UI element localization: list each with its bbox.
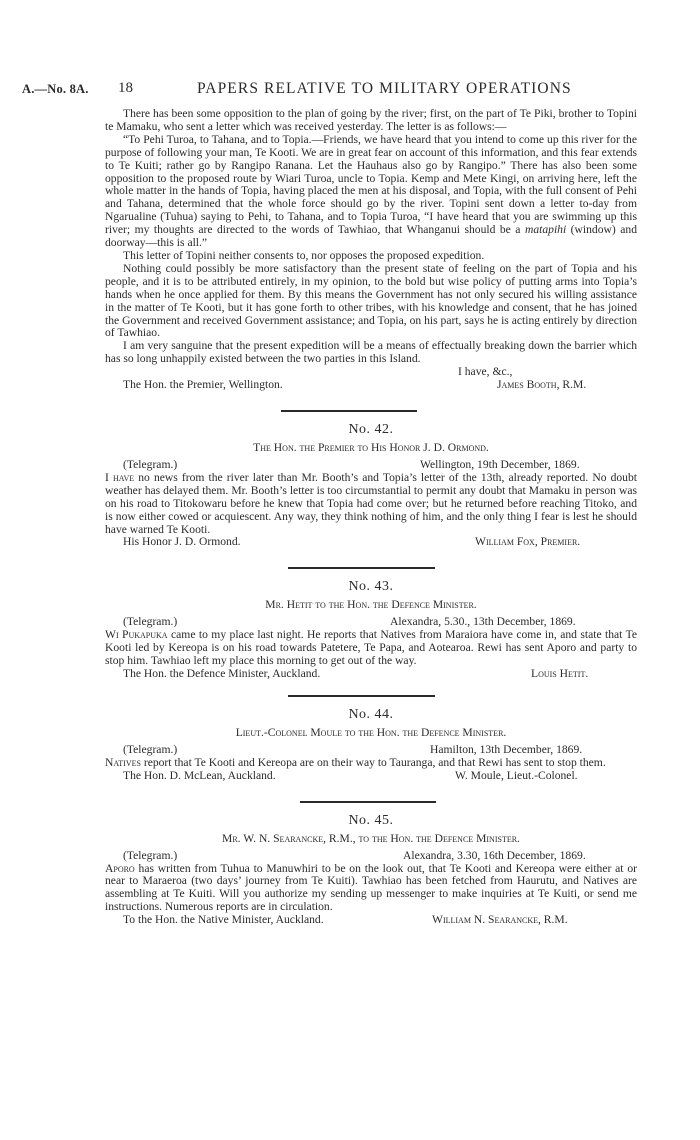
paragraph-text: “To Pehi Turoa, to Tahana, and to Topia.—Friends, we have heard that you intend to come up this river for the purpose of following your man, Te Kooti. We are in great fear on account of this information, and this fear extends to Te Kuiti; rather go by Rangipo Ranana. Let the Hauhaus also go by Rangipo.” There has also been some opposition to the proposed route by Wiari Turoa, uncle to Topia. Kemp and Mete Kingi, on arriving here, left the whole matter in the hands of Topia, having placed the men at his disposal, and Topia, with the full consent of Pehi and Tahana, determined that the whole force should go by the river. Topini sent down a letter to-day from Ngarualine (Tuhua) saying to Pehi, to Tahana, and to Topia Turoa, “I have heard that you are swimming up this river; my thoughts are directed to the words of Tawhiao, that Whanganui should be a [105, 132, 637, 237]
signature-row [105, 770, 637, 783]
paragraph: I am very sanguine that the present expedition will be a means of effectually breaking down the barrier which has so long unhappily existed between the two parties in this Island. [105, 339, 637, 366]
place-date: Alexandra, 3.30, 16th December, 1869. [403, 848, 586, 862]
signature-row [105, 668, 637, 681]
message-text: came to my place last night. He reports that Natives from Maraiora have come in, and state that Te Kooti led by Kereopa is on his road towards Patetere, Te Papa, and Aotearoa. Rewi has sent Aporo and party to stop him. Tawhiao left my place this morning to get out of the way. [105, 628, 637, 668]
signature: William N. Searancke, R.M. [432, 913, 568, 927]
signature: W. Moule, Lieut.-Colonel. [455, 768, 578, 782]
document-number: No. 45. [348, 812, 394, 828]
document-no-44 [105, 709, 637, 783]
place-date: Alexandra, 5.30., 13th December, 1869. [390, 615, 576, 629]
message-body [105, 472, 637, 537]
paragraph: There has been some opposition to the plan of going by the river; first, on the part of Te Piki, brother to Topini te Mamaku, who sent a letter which was received yesterday. The letter is as follows:— [105, 107, 637, 133]
place-date: Hamilton, 13th December, 1869. [430, 742, 583, 756]
addressee: The Hon. the Premier, Wellington. [123, 378, 283, 392]
document-number: No. 42. [348, 422, 394, 438]
message-text: has written from Tuhua to Manuwhiri to be on the look out, that Te Kooti and Kereopa were either at or near to Maraeroa (two days’ journey from Te Kuiti). Tawhiao has been fetched from Haurutu, and Natives are assembling at Te Kuiti. Will you authorize my sending up messenger to make inquiries at Te Kuiti, or send me instructions. Numerous reports are in circulation. [105, 861, 637, 914]
telegram-label: (Telegram.) [123, 848, 178, 862]
telegram-label: (Telegram.) [123, 457, 178, 471]
message-text: no news from the river later than Mr. Booth’s and Topia’s letter of the 13th, already reported. No doubt weather has delayed them. Mr. Booth’s letter is too circumstantial to permit any doubt that Mamaku in person was on his road to Titokowaru before he knew that Topia had come over; but he returned before reaching Titoko, and is now either cowed or acquiescent. Any way, they think nothing of him, and the only thing I fear is lest he should have warned Te Kooti. [105, 470, 637, 536]
page-header [22, 80, 672, 100]
document-no-45 [105, 812, 637, 927]
signature-row [105, 379, 637, 392]
signature: William Fox, Premier. [475, 535, 581, 549]
lead-word: Aporo [105, 861, 135, 875]
document-body [105, 108, 637, 927]
memo-heading: Lieut.-Colonel Moule to the Hon. the Defence Minister. [235, 725, 507, 739]
signature-row [105, 536, 637, 549]
lead-word: Wi Pukapuka [105, 628, 168, 642]
page-number: 18 [118, 80, 133, 96]
quoted-letter-paragraph [105, 134, 637, 250]
addressee: The Hon. D. McLean, Auckland. [123, 768, 276, 782]
telegram-row [105, 616, 637, 629]
message-text: report that Te Kooti and Kereopa are on their way to Tauranga, and that Rewi has sent to stop them. [140, 755, 606, 769]
addressee: The Hon. the Defence Minister, Auckland. [123, 667, 321, 680]
section-divider [105, 791, 637, 813]
document-no-43 [105, 581, 637, 681]
signature: Louis Hetit. [531, 667, 589, 680]
lead-word: Natives [105, 755, 141, 769]
memo-heading: Mr. Hetit to the Hon. the Defence Minister. [265, 598, 477, 612]
document-number: No. 44. [348, 707, 394, 722]
paragraph-text: (window) and doorway—this is all.” [105, 223, 637, 250]
booth-letter [105, 108, 637, 392]
place-date: Wellington, 19th December, 1869. [420, 457, 580, 471]
section-divider [105, 557, 637, 579]
memo-heading: Mr. W. N. Searancke, R.M., to the Hon. the Defence Minister. [222, 831, 520, 845]
document-number: No. 43. [348, 579, 394, 595]
closing: I have, &c., [458, 365, 513, 379]
telegram-row [105, 850, 637, 863]
lead-word: I have [105, 470, 135, 484]
page-title: PAPERS RELATIVE TO MILITARY OPERATIONS [197, 80, 572, 97]
message-body [105, 757, 637, 770]
telegram-label: (Telegram.) [123, 742, 178, 756]
telegram-row [105, 459, 637, 472]
telegram-label: (Telegram.) [123, 615, 178, 629]
message-body [105, 863, 637, 915]
addressee: His Honor J. D. Ormond. [123, 535, 241, 549]
document-reference: A.—No. 8A. [22, 82, 89, 96]
addressee: To the Hon. the Native Minister, Auckland. [123, 913, 324, 927]
paragraph: This letter of Topini neither consents to, nor opposes the proposed expedition. [123, 248, 485, 262]
signature: James Booth, R.M. [497, 378, 587, 392]
telegram-row [105, 744, 637, 757]
signature-row [105, 914, 637, 927]
section-divider [105, 400, 637, 422]
section-divider [105, 685, 637, 707]
paragraph: Nothing could possibly be more satisfactory than the present state of feeling on the part of Topia and his people, and it is to be attributed entirely, in my opinion, to the bold but wise policy of putting arms into Topia’s hands when he once applied for them. By this means the Government has not only secured his willing assistance in the matter of Te Kooti, but it has gone forth to other tribes, with his knowledge and consent, that he has joined the Government and received Government assistance; and Topia, on his part, says he is acting entirely by direction of Tawhiao. [105, 261, 637, 340]
memo-heading: The Hon. the Premier to His Honor J. D. Ormond. [253, 441, 489, 455]
italic-word: matapihi [524, 223, 567, 237]
document-no-42 [105, 424, 637, 549]
message-body [105, 629, 637, 668]
